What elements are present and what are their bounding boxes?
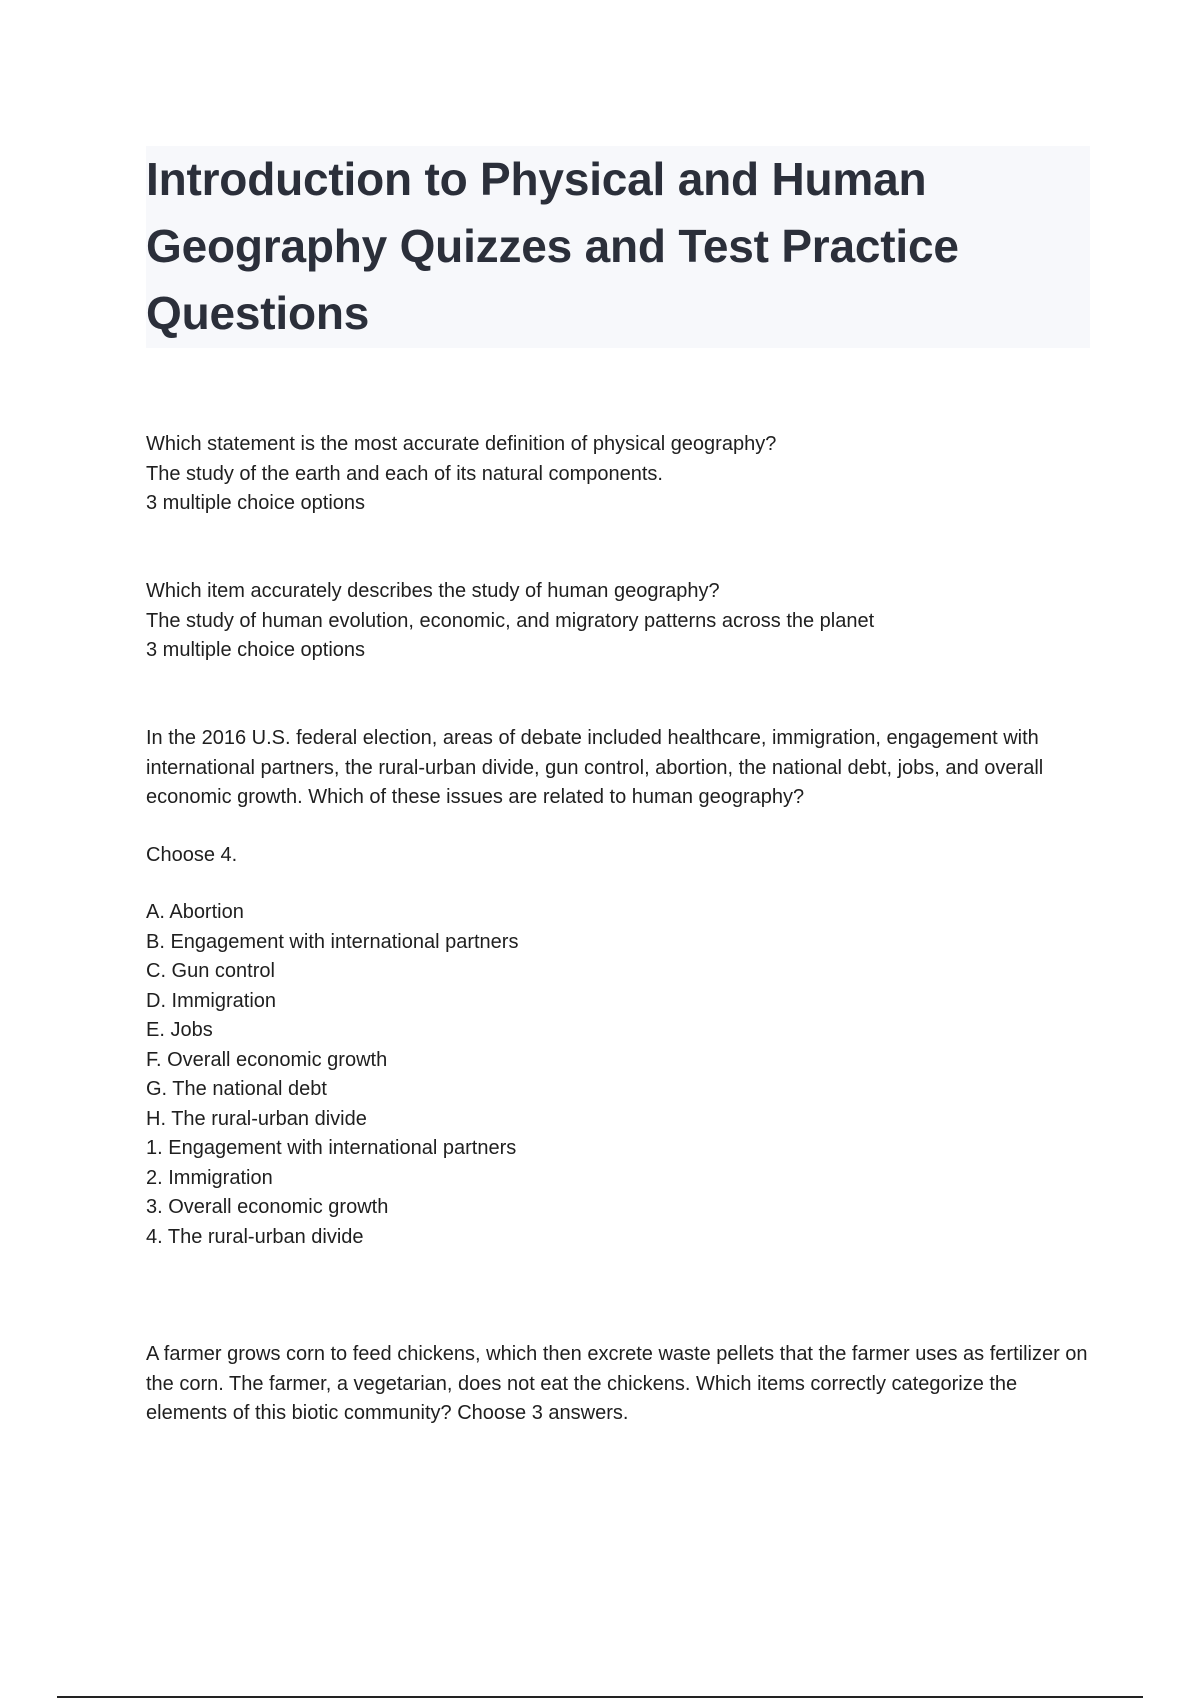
option-item: H. The rural-urban divide <box>146 1107 367 1130</box>
question-4 <box>146 1340 1090 1429</box>
option-list <box>146 898 1090 1252</box>
question-2 <box>146 577 1090 666</box>
question-3 <box>146 724 1090 1252</box>
answer-item: 3. Overall economic growth <box>146 1196 389 1218</box>
question-1 <box>146 430 1090 519</box>
option-item: A. Abortion <box>146 901 244 923</box>
title-banner <box>146 146 1090 348</box>
answer-item: 1. Engagement with international partners <box>146 1137 517 1159</box>
option-item: F. Overall economic growth <box>146 1048 388 1071</box>
answer-item: 4. The rural-urban divide <box>146 1225 364 1248</box>
page-title: Introduction to Physical and Human Geography Quizzes and Test Practice Questions <box>146 153 959 339</box>
options-note: 3 multiple choice options <box>146 492 366 514</box>
question-text: Which statement is the most accurate definition of physical geography? <box>146 433 777 455</box>
options-note: 3 multiple choice options <box>146 639 366 661</box>
option-item: G. The national debt <box>146 1078 327 1100</box>
question-text: A farmer grows corn to feed chickens, which then excrete waste pellets that the farmer uses as fertilizer on the corn. The farmer, a vegetarian, does not eat the chickens. Which items correctly categorize the elements of this biotic community? Choose 3 answers. <box>146 1343 1088 1424</box>
answer-text: The study of the earth and each of its natural components. <box>146 462 663 485</box>
question-text: In the 2016 U.S. federal election, areas of debate included healthcare, immigration, engagement with international partners, the rural-urban divide, gun control, abortion, the national debt, jobs, and overall economic growth. Which of these issues are related to human geography? <box>146 727 1044 808</box>
option-item: E. Jobs <box>146 1019 213 1041</box>
option-item: D. Immigration <box>146 989 277 1012</box>
question-text: Which item accurately describes the study of human geography? <box>146 580 720 602</box>
answer-item: 2. Immigration <box>146 1166 273 1189</box>
option-item: C. Gun control <box>146 960 275 982</box>
answer-text: The study of human evolution, economic, and migratory patterns across the planet <box>146 609 875 632</box>
option-item: B. Engagement with international partners <box>146 930 519 953</box>
footer-divider <box>57 1696 1143 1698</box>
instruction-text: Choose 4. <box>146 843 238 866</box>
